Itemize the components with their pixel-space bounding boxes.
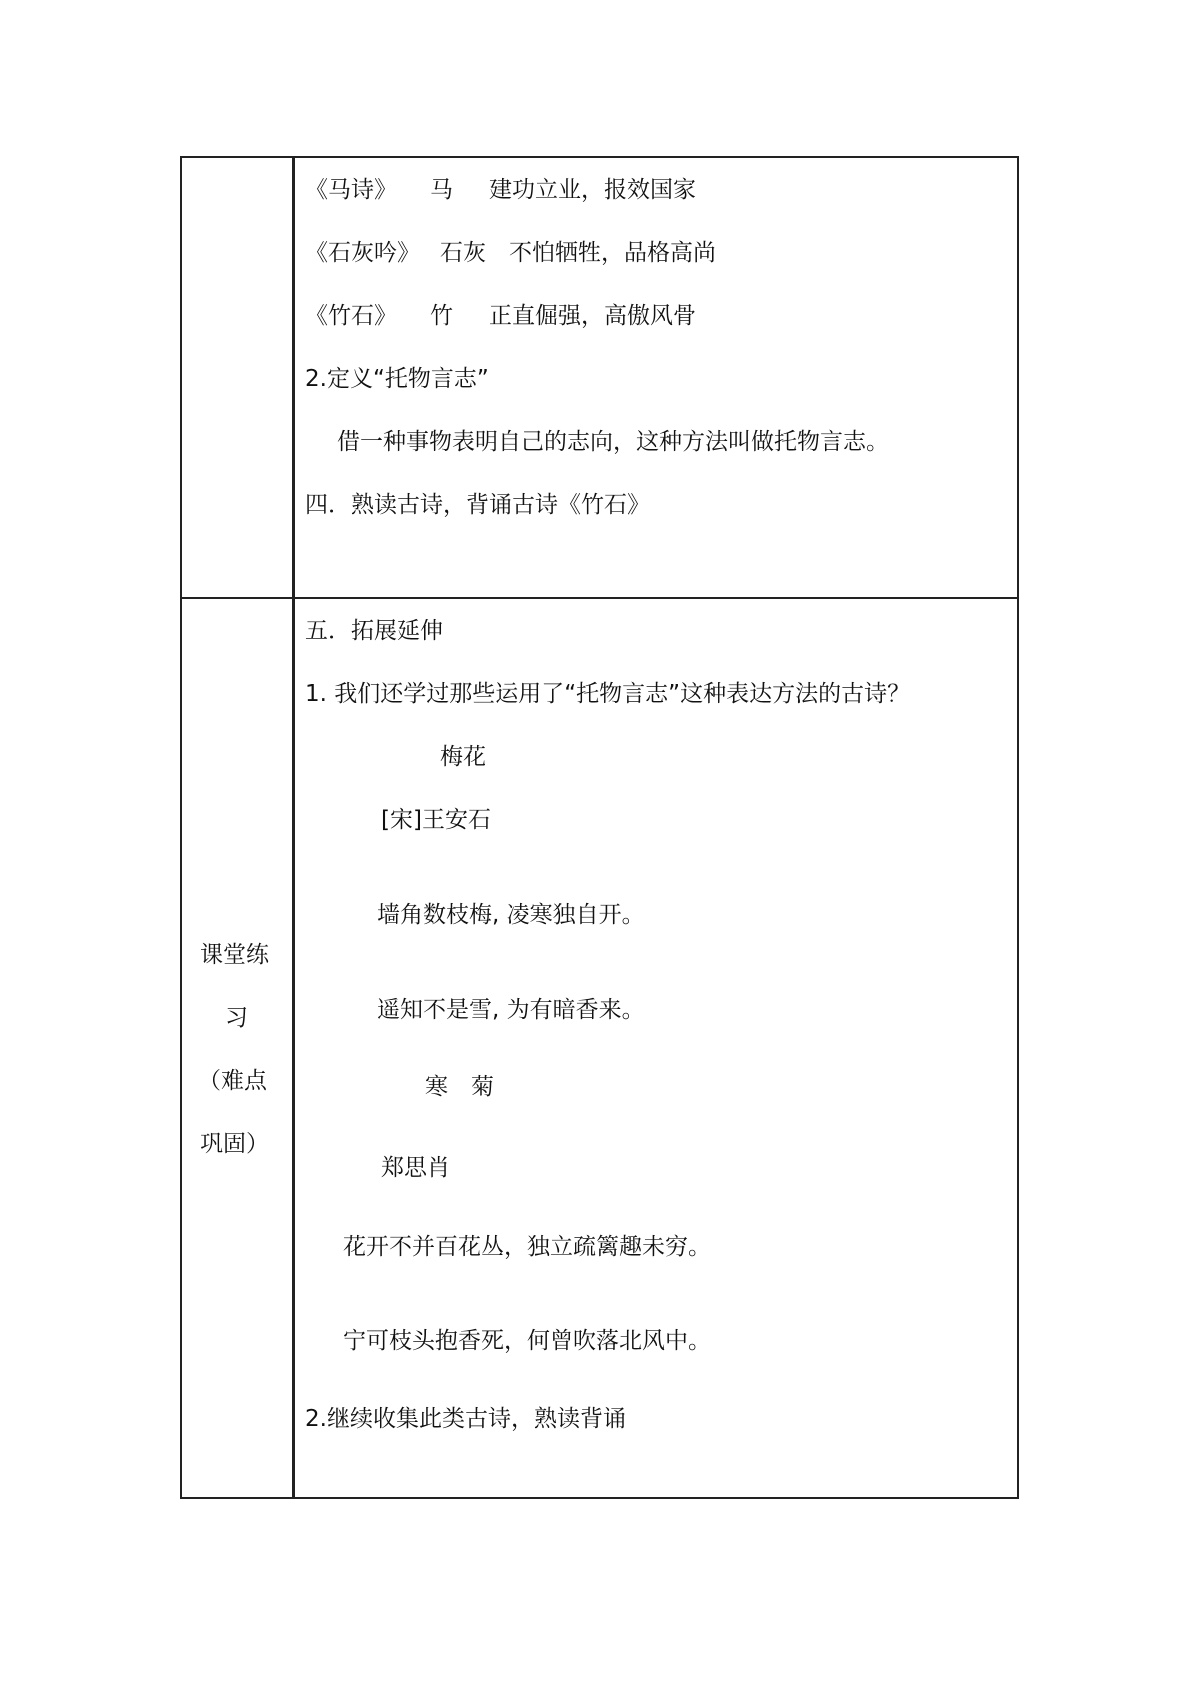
poem-title: 梅花 [440, 744, 486, 770]
table-bottom-border [180, 1497, 1019, 1499]
side-label-line: （难点 [198, 1068, 267, 1094]
poem-meaning: 不怕牺牲，品格高尚 [509, 240, 716, 266]
definition-text: 借一种事物表明自己的志向，这种方法叫做托物言志。 [337, 429, 889, 455]
poem-author: [宋]王安石 [381, 807, 491, 833]
question-1: 1. 我们还学过那些运用了“托物言志”这种表达方法的古诗？ [305, 681, 911, 707]
poem-title: 寒 菊 [425, 1074, 494, 1100]
poem-title: 《马诗》 [305, 177, 397, 203]
side-label-line: 课堂练 [200, 942, 269, 968]
section-four: 四．熟读古诗，背诵古诗《竹石》 [305, 492, 650, 518]
poem-meaning: 正直倔强，高傲风骨 [489, 303, 696, 329]
poem-line: 遥知不是雪, 为有暗香来。 [377, 997, 645, 1023]
poem-line: 花开不并百花丛，独立疏篱趣未穷。 [343, 1234, 711, 1260]
poem-object: 马 [430, 177, 453, 203]
table-column-divider [292, 156, 295, 1499]
question-2: 2.继续收集此类古诗，熟读背诵 [305, 1406, 626, 1432]
poem-line: 宁可枝头抱香死，何曾吹落北风中。 [343, 1328, 711, 1354]
definition-heading: 2.定义“托物言志” [305, 366, 489, 392]
section-five: 五．拓展延伸 [305, 618, 443, 644]
side-label-line: 习 [225, 1005, 248, 1031]
poem-author: 郑思肖 [381, 1155, 450, 1181]
poem-object: 石灰 [440, 240, 486, 266]
table-top-border [180, 156, 1019, 158]
table-left-border [180, 156, 182, 1499]
poem-meaning: 建功立业，报效国家 [489, 177, 696, 203]
poem-object: 竹 [430, 303, 453, 329]
side-label-line: 巩固） [200, 1131, 269, 1157]
table-right-border [1017, 156, 1019, 1499]
poem-title: 《石灰吟》 [305, 240, 420, 266]
poem-title: 《竹石》 [305, 303, 397, 329]
table-row-divider [180, 597, 1019, 599]
poem-line: 墙角数枝梅, 凌寒独自开。 [377, 902, 645, 928]
